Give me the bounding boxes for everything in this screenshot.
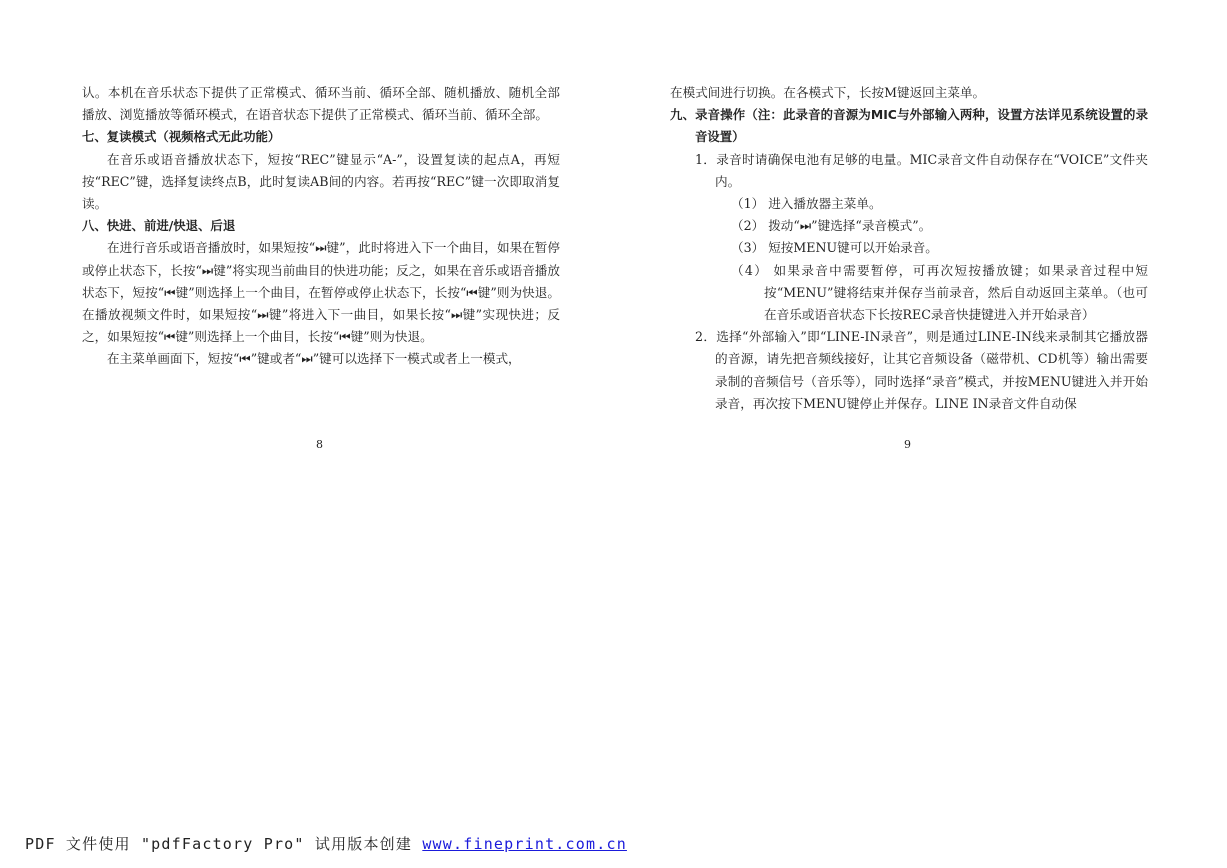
section-9-heading: 九、录音操作（注：此录音的音源为MIC与外部输入两种，设置方法详见系统设置的录音设置） <box>670 107 1148 145</box>
section-7-heading: 七、复读模式（视频格式无此功能） <box>82 129 281 145</box>
pdf-footer <box>25 833 627 854</box>
sub-item-4: （4） 如果录音中需要暂停，可再次短按播放键；如果录音过程中短按“MENU”键将结束并保存当前录音，然后自动返回主菜单。（也可在音乐或语音状态下长按REC录音快捷键进入并开始录音） <box>731 262 1148 323</box>
footer-link[interactable]: www.fineprint.com.cn <box>422 835 627 853</box>
page-number-right: 9 <box>904 438 911 451</box>
left-paragraph-4: 在主菜单画面下，短按“⏮”键或者“⏭”键可以选择下一模式或者上一模式， <box>107 351 521 367</box>
list-item-1: 1．录音时请确保电池有足够的电量。MIC录音文件自动保存在“VOICE”文件夹内。 <box>695 151 1148 189</box>
sub-item-1: （1） 进入播放器主菜单。 <box>731 196 882 212</box>
section-8-heading: 八、快进、前进/快退、后退 <box>82 218 236 234</box>
left-paragraph-2: 在音乐或语音播放状态下，短按“REC”键显示“A-”，设置复读的起点A，再短按“REC”键，选择复读终点B，此时复读AB间的内容。若再按“REC”键一次即取消复读。 <box>82 151 560 212</box>
right-paragraph-1: 在模式间进行切换。在各模式下，长按M键返回主菜单。 <box>670 85 986 100</box>
page-number-left: 8 <box>316 438 323 451</box>
left-paragraph-1: 认。本机在音乐状态下提供了正常模式、循环当前、循环全部、随机播放、随机全部播放、浏览播放等循环模式，在语音状态下提供了正常模式、循环当前、循环全部。 <box>82 85 560 123</box>
right-page <box>670 82 1148 415</box>
footer-text: PDF 文件使用 "pdfFactory Pro" 试用版本创建 <box>25 835 423 853</box>
list-item-2: 2．选择“外部输入”即“LINE-IN录音”，则是通过LINE-IN线来录制其它播放器的音源，请先把音频线接好，让其它音频设备（磁带机、CD机等）输出需要录制的音频信号（音乐等），同时选择“录音”模式，并按MENU键进入并开始录音，再次按下MENU键停止并保存。LINE IN录音文件自动保 <box>695 329 1148 411</box>
left-paragraph-3: 在进行音乐或语音播放时，如果短按“⏭键”，此时将进入下一个曲目，如果在暂停或停止状态下，长按“⏭键”将实现当前曲目的快进功能；反之，如果在音乐或语音播放状态下，短按“⏮键”则选择上一个曲目，在暂停或停止状态下，长按“⏮键”则为快退。在播放视频文件时，如果短按“⏭键”将进入下一曲目，如果长按“⏭键”实现快进；反之，如果短按“⏮键”则选择上一个曲目，长按“⏮键”则为快退。 <box>82 240 560 345</box>
sub-item-2: （2） 拨动“⏭”键选择“录音模式”。 <box>731 218 932 234</box>
sub-item-3: （3） 短按MENU键可以开始录音。 <box>731 240 938 256</box>
left-page <box>82 82 560 371</box>
